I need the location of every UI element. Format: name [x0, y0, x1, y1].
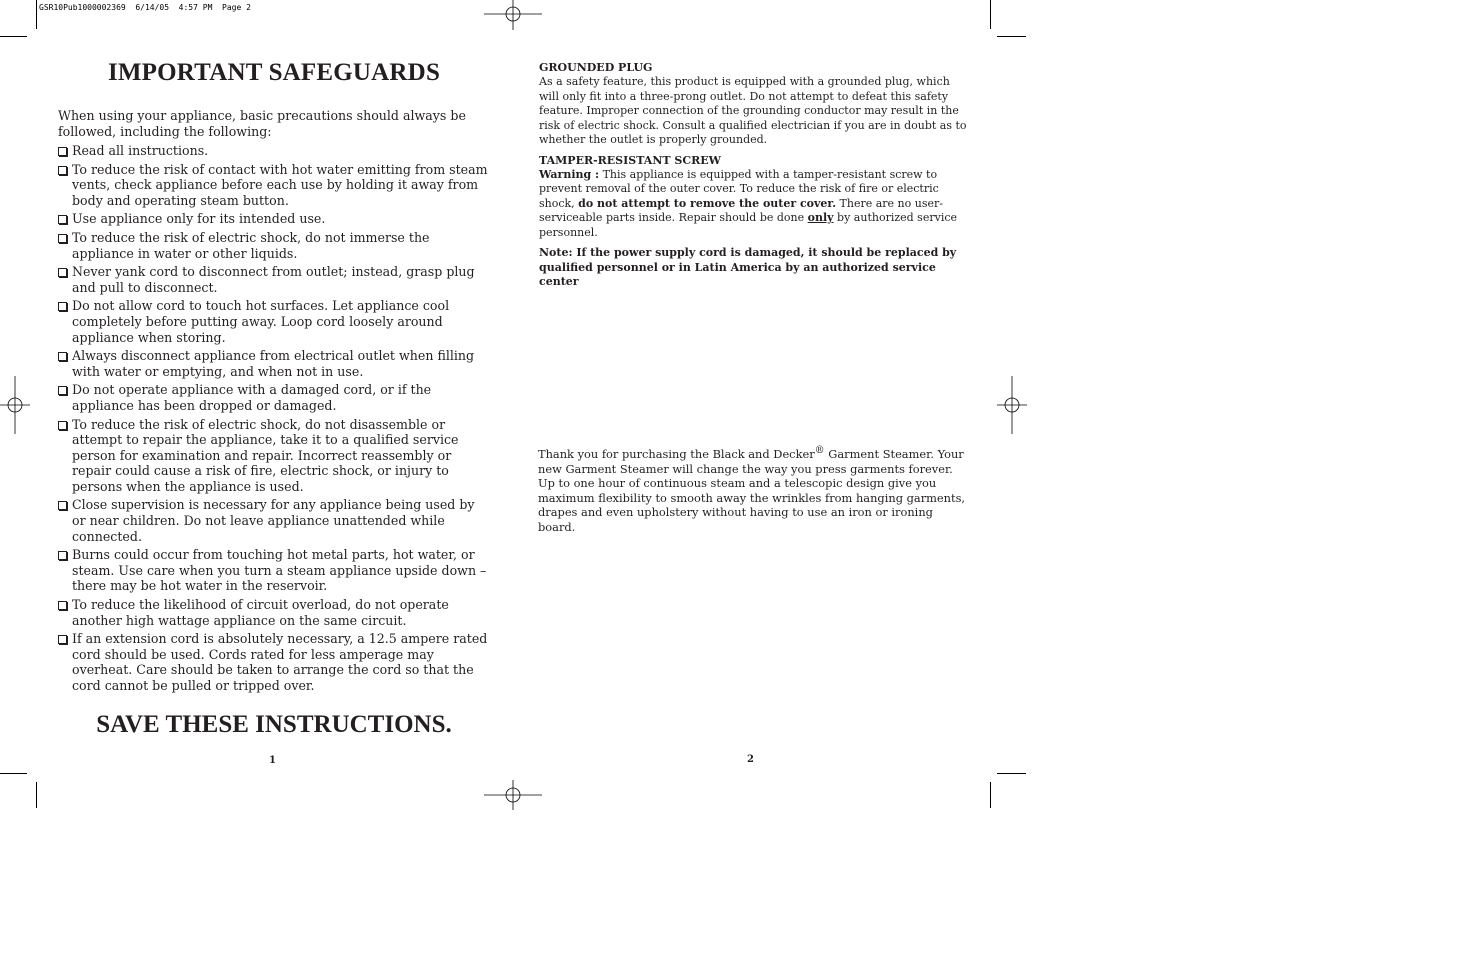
only-emphasis: only — [807, 211, 834, 224]
checkbox-bullet-icon — [58, 268, 67, 277]
thank-you-paragraph: Thank you for purchasing the Black and Decker® Garment Steamer. Your new Garment Steamer will change the way you press garments forever. Up to one hour of continuous steam and a telescopic design give you maximum flexibility to smooth away the wrinkles from hanging garments, drapes and even upholstery without having to use an iron or ironing board. — [538, 445, 966, 534]
crop-mark-bottom-right-v — [990, 782, 991, 808]
print-slug: GSR10Pub1000002369 6/14/05 4:57 PM Page 2 — [39, 3, 251, 12]
crop-mark-bottom-right-h — [997, 773, 1026, 774]
checkbox-bullet-icon — [58, 635, 67, 644]
checkbox-bullet-icon — [58, 421, 67, 430]
list-item: Read all instructions. — [58, 143, 490, 159]
checkbox-bullet-icon — [58, 215, 67, 224]
power-cord-note: Note: If the power supply cord is damaged, it should be replaced by qualified personnel or in Latin America by an authorized service center — [539, 246, 957, 288]
crop-mark-top-left-h — [0, 36, 27, 37]
checkbox-bullet-icon — [58, 386, 67, 395]
checkbox-bullet-icon — [58, 147, 67, 156]
list-item: To reduce the risk of electric shock, do not disassemble or attempt to repair the appliance, take it to a qualified service person for examination and repair. Incorrect reassembly or repair could cause a risk of fire, electric shock, or injury to persons when the appliance is used. — [58, 417, 490, 495]
page-number-left: 1 — [269, 755, 276, 766]
registration-mark-right — [997, 376, 1027, 434]
checkbox-bullet-icon — [58, 601, 67, 610]
list-item: To reduce the risk of electric shock, do not immerse the appliance in water or other liquids. — [58, 230, 490, 261]
tamper-screw-text: Warning : This appliance is equipped with a tamper-resistant screw to prevent removal of the outer cover. To reduce the risk of fire or electric shock, do not attempt to remove the outer cover. There are no user-serviceable parts inside. Repair should be done only by authorized service personnel. — [539, 167, 958, 239]
list-item: Burns could occur from touching hot metal parts, hot water, or steam. Use care when you turn a steam appliance upside down – there may be hot water in the reservoir. — [58, 547, 490, 594]
page-number-right: 2 — [747, 754, 754, 765]
crop-mark-top-right-h — [997, 36, 1026, 37]
list-item: Use appliance only for its intended use. — [58, 211, 490, 227]
grounded-plug-heading: GROUNDED PLUG — [539, 61, 653, 74]
page-title: IMPORTANT SAFEGUARDS — [107, 59, 441, 86]
safeguards-column — [58, 58, 490, 697]
grounded-plug-text: As a safety feature, this product is equipped with a grounded plug, which will only fit into a three-prong outlet. Do not attempt to defeat this safety feature. Improper connection of the grounding conductor may result in the risk of electric shock. Consult a qualified electrician if you are in doubt as to whether the outlet is properly grounded. — [539, 75, 967, 146]
list-item: Do not operate appliance with a damaged cord, or if the appliance has been dropped or damaged. — [58, 382, 490, 413]
checkbox-bullet-icon — [58, 352, 67, 361]
list-item: Never yank cord to disconnect from outlet; instead, grasp plug and pull to disconnect. — [58, 264, 490, 295]
registration-mark-left — [0, 376, 30, 434]
warning-label: Warning : — [539, 167, 600, 181]
list-item: Do not allow cord to touch hot surfaces. Let appliance cool completely before putting away. Loop cord loosely around appliance when storing. — [58, 298, 490, 345]
registered-mark: ® — [814, 445, 825, 457]
crop-mark-top-left-v — [36, 0, 37, 29]
grounded-plug-column — [539, 61, 971, 296]
registration-mark-bottom — [484, 780, 542, 810]
list-item: To reduce the likelihood of circuit overload, do not operate another high wattage appliance on the same circuit. — [58, 597, 490, 628]
tamper-bold-text: do not attempt to remove the outer cover. — [578, 196, 837, 210]
checkbox-bullet-icon — [58, 234, 67, 243]
registration-mark-top — [484, 0, 542, 30]
list-item: Close supervision is necessary for any appliance being used by or near children. Do not leave appliance unattended while connected. — [58, 497, 490, 544]
crop-mark-bottom-left-v — [36, 782, 37, 808]
list-item: To reduce the risk of contact with hot water emitting from steam vents, check appliance before each use by holding it away from body and operating steam button. — [58, 162, 490, 209]
safeguards-list — [58, 143, 490, 694]
tamper-screw-heading: TAMPER-RESISTANT SCREW — [539, 153, 721, 167]
checkbox-bullet-icon — [58, 501, 67, 510]
safeguards-intro: When using your appliance, basic precautions should always be followed, including the following: — [58, 108, 466, 139]
crop-mark-top-right-v — [990, 0, 991, 29]
checkbox-bullet-icon — [58, 166, 67, 175]
list-item: Always disconnect appliance from electrical outlet when filling with water or emptying, and when not in use. — [58, 348, 490, 379]
checkbox-bullet-icon — [58, 302, 67, 311]
list-item: If an extension cord is absolutely necessary, a 12.5 ampere rated cord should be used. Cords rated for less amperage may overheat. Care should be taken to arrange the cord so that the cord cannot be pulled or tripped over. — [58, 631, 490, 693]
save-instructions-heading: SAVE THESE INSTRUCTIONS. — [96, 711, 452, 738]
crop-mark-bottom-left-h — [0, 773, 27, 774]
checkbox-bullet-icon — [58, 551, 67, 560]
